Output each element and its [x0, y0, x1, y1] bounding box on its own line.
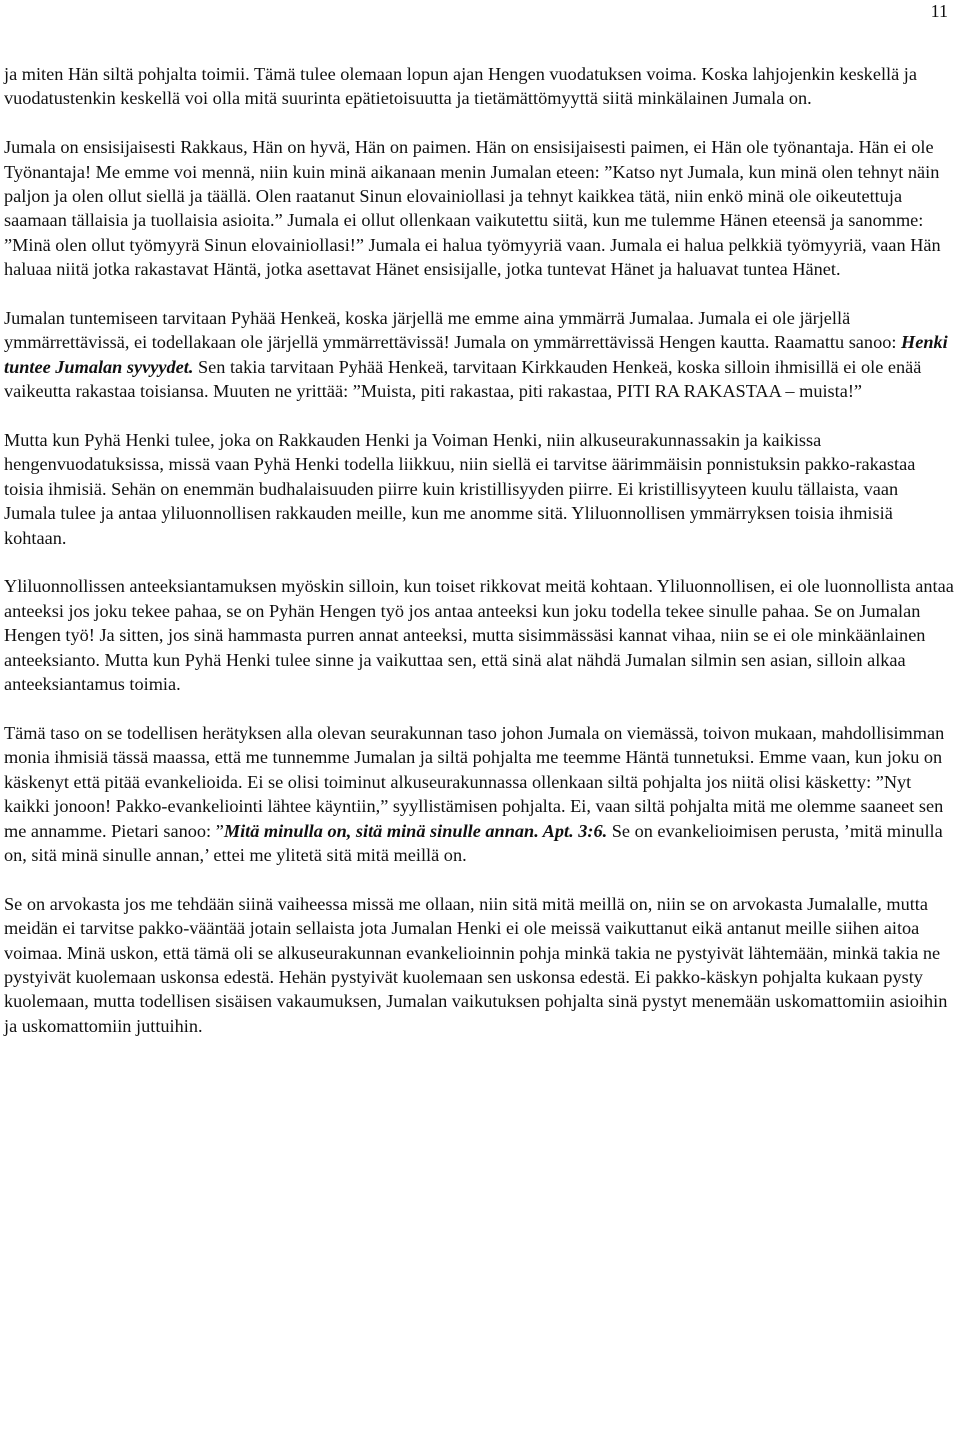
paragraph-1	[4, 62, 954, 111]
scripture-quote-emphasis: Henki tuntee Jumalan syvyydet.	[4, 332, 948, 377]
paragraph-7	[4, 892, 954, 1038]
paragraph-4	[4, 428, 954, 550]
paragraph-5-text: Yliluonnollissen anteeksiantamuksen myöskin silloin, kun toiset rikkovat meitä kohtaan. Yliluonnollisen, ei ole luonnollista antaa anteeksi jos joku tekee pahaa, se on Pyhän Hengen työ jos antaa anteeksi kun joku todella tekee sinulle pahaa. Se on Jumalan Hengen työ! Ja sitten, jos sinä hammasta purren annat anteeksi, mutta sisimmässäsi kannat vihaa, niin se ei ole minkäänlainen anteeksianto. Mutta kun Pyhä Henki tulee sinne ja vaikuttaa sen, että sinä alat nähdä Jumalan silmin sen asian, silloin alkaa anteeksiantamus toimia.	[4, 576, 954, 695]
paragraph-4-text: Mutta kun Pyhä Henki tulee, joka on Rakkauden Henki ja Voiman Henki, niin alkuseurakunnassakin ja kaikissa hengenvuodatuksissa, missä vaan Pyhä Henki todella liikkuu, niin siellä ei tarvitse äärimmäisin ponnistuksin pakko-rakastaa toisia ihmisiä. Sehän on enemmän budhalaisuuden piirre kuin kristillisyyden piirre. Ei kristillisyyteen kuulu tällaista, vaan Jumala tulee ja antaa yliluonnollisen rakkauden meille, kun me anomme sitä. Yliluonnollisen ymmärryksen toisia ihmisiä kohtaan.	[4, 430, 916, 548]
paragraph-2	[4, 135, 954, 281]
paragraph-2-text: Jumala on ensisijaisesti Rakkaus, Hän on hyvä, Hän on paimen. Hän on ensisijaisesti paimen, ei Hän ole työnantaja. Hän ei ole Työnantaja! Me emme voi mennä, niin kuin minä aikanaan menin Jumalan eteen: ”Katso nyt Jumala, kun minä olen tehnyt näin paljon ja olen ollut siellä ja täällä. Olen raatanut Sinun elovainiollasi ja tehnyt kaikkea tätä, niin enkö minä ole oikeutettuja saamaan tällaisia ja tuollaisia asioita.” Jumala ei ollut ollenkaan vaikutettu siitä, kun me tulemme Hänen eteensä ja sanomme: ”Minä olen ollut työmyyrä Sinun elovainiollasi!” Jumala ei halua työmyyriä vaan. Jumala ei halua pelkkiä työmyyriä, vaan Hän haluaa niitä jotka rakastavat Häntä, jotka asettavat Hänet ensisijalle, jotka tuntevat Hänet ja haluavat tuntea Hänet.	[4, 137, 941, 280]
paragraph-6	[4, 721, 954, 867]
paragraph-3	[4, 306, 954, 404]
paragraph-3-text-a: Jumalan tuntemiseen tarvitaan Pyhää Henkeä, koska järjellä me emme aina ymmärrä Jumalaa. Jumala ei ole järjellä ymmärrettävissä, ei todellakaan ole järjellä ymmärrettävissä! Jumala on ymmärrettävissä Hengen kautta. Raamattu sanoo:	[4, 308, 901, 353]
paragraph-1-text: ja miten Hän siltä pohjalta toimii. Tämä tulee olemaan lopun ajan Hengen vuodatuksen voima. Koska lahjojenkin keskellä ja vuodatustenkin keskellä voi olla mitä suurinta epätietoisuutta ja tietämättömyyttä siitä minkälainen Jumala on.	[4, 64, 917, 109]
page-number: 11	[930, 1, 948, 21]
document-body	[4, 62, 954, 1038]
paragraph-5	[4, 574, 954, 696]
paragraph-7-text: Se on arvokasta jos me tehdään siinä vaiheessa missä me ollaan, niin sitä mitä meillä on, niin se on arvokasta Jumalalle, mutta meidän ei tarvitse pakko-vääntää jotain sellaista jota Jumalan Henki ei ole meissä vaikuttanut eikä antanut meille siihen aitoa voimaa. Minä uskon, että tämä oli se alkuseurakunnan evankelioinnin pohja minkä takia ne pystyivät lähtemään, minkä takia ne pystyivät kuolemaan uskonsa edestä. Hehän pystyivät kuolemaan sen uskonsa edestä. Ei pakko-käskyn pohjalta kukaan pysty kuolemaan, mutta todellisen sisäisen vakaumuksen, Jumalan vaikutuksen pohjalta sinä pystyt menemään uskomattomiin asioihin ja uskomattomiin juttuihin.	[4, 893, 948, 1036]
paragraph-6-text-a: Tämä taso on se todellisen herätyksen alla olevan seurakunnan taso johon Jumala on viemässä, toivon mukaan, mahdollisimman monia ihmisiä tässä maassa, että me tunnemme Jumalan ja siltä pohjalta me teemme Häntä tunnetuksi. Emme vaan, kun joku on käskenyt että pitää evankelioida. Ei se olisi toiminut alkuseurakunnassa ollenkaan siltä pohjalta jos niitä olisi käsketty: ”Nyt kaikki jonoon! Pakko-evankeliointi lähtee käyntiin,” syyllistämisen pohjalta. Ei, vaan siltä pohjalta mitä me olemme saaneet sen me annamme. Pietari sanoo: ”	[4, 722, 945, 841]
scripture-quote-emphasis: Mitä minulla on, sitä minä sinulle annan. Apt. 3:6.	[223, 820, 608, 841]
paragraph-3-text-b: Sen takia tarvitaan Pyhää Henkeä, tarvitaan Kirkkauden Henkeä, koska silloin ihmisillä ei ole enää vaikeutta rakastaa toisiansa. Muuten ne yrittää: ”Muista, piti rakastaa, piti rakastaa, PITI RA RAKASTAA – muista!”	[4, 356, 922, 402]
paragraph-6-text-b: Se on evankelioimisen perusta, ’mitä minulla on, sitä minä sinulle annan,’ ettei me ylitetä sitä mitä meillä on.	[4, 820, 943, 865]
